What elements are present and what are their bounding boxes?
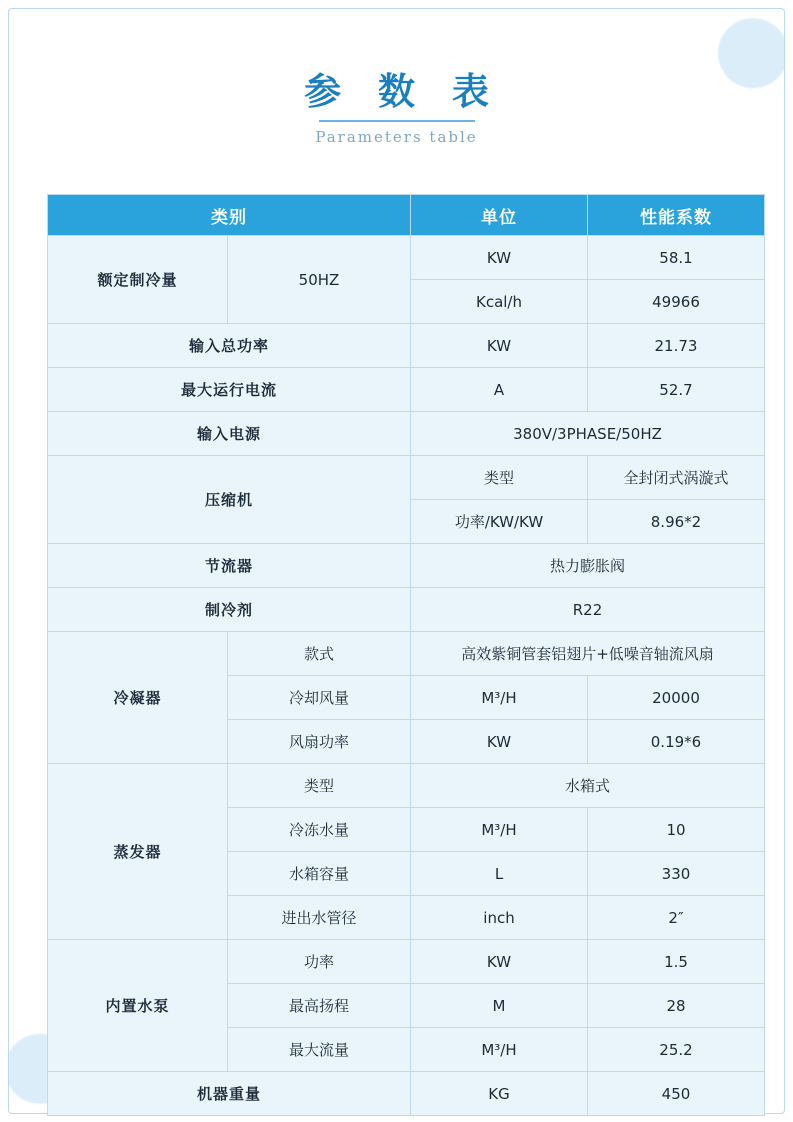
row-value: 380V/3PHASE/50HZ (411, 412, 765, 456)
table-header-row (48, 195, 765, 236)
row-value: 8.96*2 (588, 500, 765, 544)
row-unit: KW (411, 236, 588, 280)
row-label: 额定制冷量 (48, 236, 228, 324)
table-row (48, 1072, 765, 1116)
row-value: 58.1 (588, 236, 765, 280)
row-sub: 冷却风量 (228, 676, 411, 720)
row-label: 压缩机 (48, 456, 411, 544)
row-value: 20000 (588, 676, 765, 720)
row-unit: 类型 (411, 456, 588, 500)
row-label: 冷凝器 (48, 632, 228, 764)
row-value: 28 (588, 984, 765, 1028)
table-row (48, 632, 765, 676)
row-sub: 最大流量 (228, 1028, 411, 1072)
row-unit: M (411, 984, 588, 1028)
row-value: 1.5 (588, 940, 765, 984)
row-unit: L (411, 852, 588, 896)
parameters-table-wrap (47, 194, 764, 1116)
table-row (48, 588, 765, 632)
row-label: 输入总功率 (48, 324, 411, 368)
row-unit: KW (411, 324, 588, 368)
parameters-table (47, 194, 765, 1116)
row-value: 0.19*6 (588, 720, 765, 764)
row-value: 52.7 (588, 368, 765, 412)
row-unit: M³/H (411, 808, 588, 852)
row-sub: 冷冻水量 (228, 808, 411, 852)
row-unit: 功率/KW/KW (411, 500, 588, 544)
page-title-block (9, 69, 784, 146)
row-unit: KW (411, 940, 588, 984)
page-title-cn: 参 数 表 (304, 70, 501, 113)
row-unit: A (411, 368, 588, 412)
row-label: 内置水泵 (48, 940, 228, 1072)
row-value: 25.2 (588, 1028, 765, 1072)
row-label: 制冷剂 (48, 588, 411, 632)
row-value: 10 (588, 808, 765, 852)
row-sub: 功率 (228, 940, 411, 984)
page-frame (8, 8, 785, 1114)
row-value: 水箱式 (411, 764, 765, 808)
table-row (48, 940, 765, 984)
row-label: 最大运行电流 (48, 368, 411, 412)
row-label: 机器重量 (48, 1072, 411, 1116)
row-label: 输入电源 (48, 412, 411, 456)
row-unit: M³/H (411, 676, 588, 720)
row-value: 全封闭式涡漩式 (588, 456, 765, 500)
row-value: 21.73 (588, 324, 765, 368)
row-unit: M³/H (411, 1028, 588, 1072)
table-row (48, 236, 765, 280)
table-row (48, 368, 765, 412)
title-underline (319, 120, 475, 122)
row-value: 49966 (588, 280, 765, 324)
row-value: 2″ (588, 896, 765, 940)
row-sub: 款式 (228, 632, 411, 676)
row-unit: KG (411, 1072, 588, 1116)
table-row (48, 764, 765, 808)
row-unit: Kcal/h (411, 280, 588, 324)
row-value: 热力膨胀阀 (411, 544, 765, 588)
column-header-value: 性能系数 (588, 195, 765, 236)
row-value: 330 (588, 852, 765, 896)
row-sub: 类型 (228, 764, 411, 808)
row-sub: 水箱容量 (228, 852, 411, 896)
row-sub: 进出水管径 (228, 896, 411, 940)
row-value: 450 (588, 1072, 765, 1116)
column-header-category: 类别 (48, 195, 411, 236)
row-value: 高效紫铜管套铝翅片+低噪音轴流风扇 (411, 632, 765, 676)
column-header-unit: 单位 (411, 195, 588, 236)
row-label: 蒸发器 (48, 764, 228, 940)
table-row (48, 544, 765, 588)
row-label: 节流器 (48, 544, 411, 588)
table-row (48, 456, 765, 500)
row-value: R22 (411, 588, 765, 632)
row-sub: 风扇功率 (228, 720, 411, 764)
table-row (48, 324, 765, 368)
row-sub: 最高扬程 (228, 984, 411, 1028)
table-row (48, 412, 765, 456)
page-title-en: Parameters table (315, 128, 478, 146)
row-unit: KW (411, 720, 588, 764)
row-unit: inch (411, 896, 588, 940)
row-sub: 50HZ (228, 236, 411, 324)
